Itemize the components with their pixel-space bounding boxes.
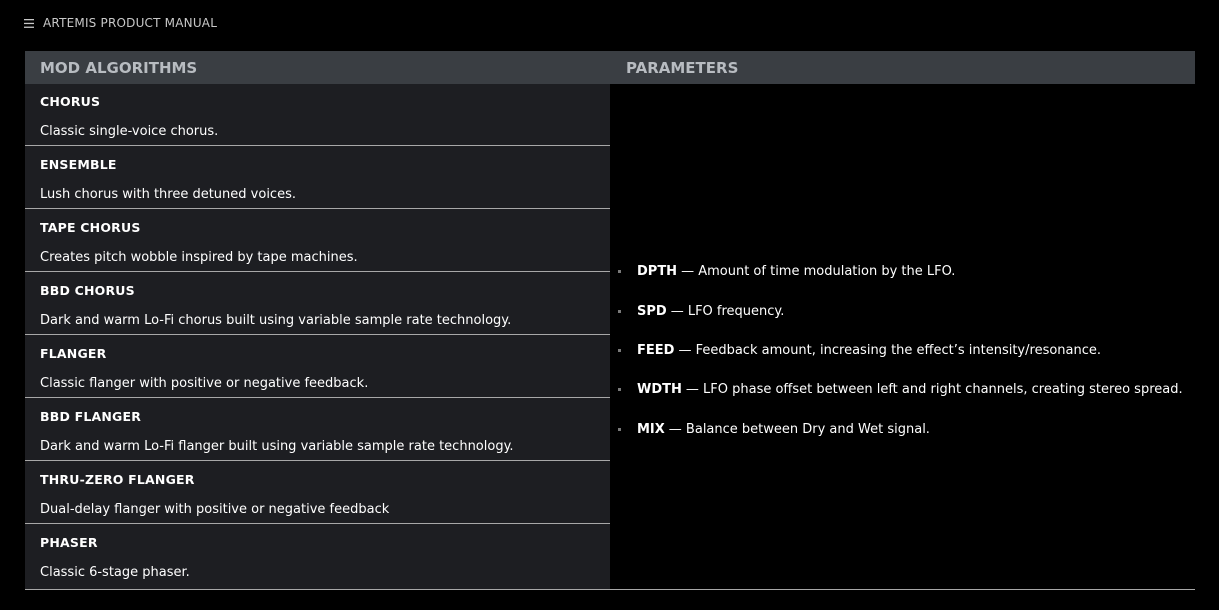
table-row [25, 462, 610, 524]
algorithms-column [25, 84, 610, 589]
parameters-column [610, 84, 1195, 589]
algorithm-name: FLANGER [40, 346, 107, 361]
parameter-key: MIX [637, 421, 665, 437]
table-header [25, 51, 1195, 84]
table-row [25, 84, 610, 146]
parameter-text: — LFO phase offset between left and right channels, creating stereo spread. [685, 382, 1183, 398]
page-title: ARTEMIS PRODUCT MANUAL [43, 16, 218, 30]
algorithm-name: PHASER [40, 535, 98, 550]
list-item [618, 331, 1183, 370]
algorithm-name: TAPE CHORUS [40, 220, 141, 235]
bullet-icon [618, 349, 621, 352]
table-row [25, 336, 610, 398]
bullet-icon [618, 310, 621, 313]
list-item [618, 252, 1183, 291]
mod-algorithms-table [25, 51, 1195, 590]
algorithm-name: BBD CHORUS [40, 283, 135, 298]
hamburger-menu-icon[interactable] [24, 19, 34, 28]
algorithm-description: Creates pitch wobble inspired by tape machines. [40, 250, 358, 265]
algorithm-description: Lush chorus with three detuned voices. [40, 187, 296, 202]
parameters-list [618, 252, 1183, 449]
algorithm-description: Dark and warm Lo-Fi chorus built using variable sample rate technology. [40, 313, 512, 328]
table-row [25, 147, 610, 209]
parameter-key: FEED [637, 342, 675, 358]
algorithm-description: Classic flanger with positive or negative feedback. [40, 376, 369, 391]
parameter-text: — Amount of time modulation by the LFO. [681, 264, 956, 280]
column-header-mod-algorithms: MOD ALGORITHMS [40, 58, 198, 77]
algorithm-description: Classic 6-stage phaser. [40, 565, 190, 580]
list-item [618, 370, 1183, 409]
table-row [25, 273, 610, 335]
column-header-parameters: PARAMETERS [626, 58, 739, 77]
algorithm-name: CHORUS [40, 94, 101, 109]
parameter-key: WDTH [637, 382, 682, 398]
parameter-text: — Feedback amount, increasing the effect’s intensity/resonance. [678, 342, 1102, 358]
algorithm-name: THRU-ZERO FLANGER [40, 472, 195, 487]
parameter-key: DPTH [637, 264, 678, 280]
algorithm-name: BBD FLANGER [40, 409, 142, 424]
algorithm-description: Dark and warm Lo-Fi flanger built using variable sample rate technology. [40, 439, 514, 454]
table-row [25, 399, 610, 461]
algorithm-description: Dual-delay flanger with positive or negative feedback [40, 502, 390, 517]
bullet-icon [618, 428, 621, 431]
algorithm-description: Classic single-voice chorus. [40, 124, 219, 139]
table-row [25, 525, 610, 589]
list-item [618, 410, 1183, 449]
bullet-icon [618, 270, 621, 273]
parameter-text: — LFO frequency. [670, 303, 785, 319]
table-row [25, 210, 610, 272]
bullet-icon [618, 388, 621, 391]
list-item [618, 291, 1183, 330]
top-bar [24, 16, 217, 30]
algorithm-name: ENSEMBLE [40, 157, 117, 172]
table-body [25, 84, 1195, 590]
parameter-text: — Balance between Dry and Wet signal. [668, 421, 930, 437]
parameter-key: SPD [637, 303, 667, 319]
